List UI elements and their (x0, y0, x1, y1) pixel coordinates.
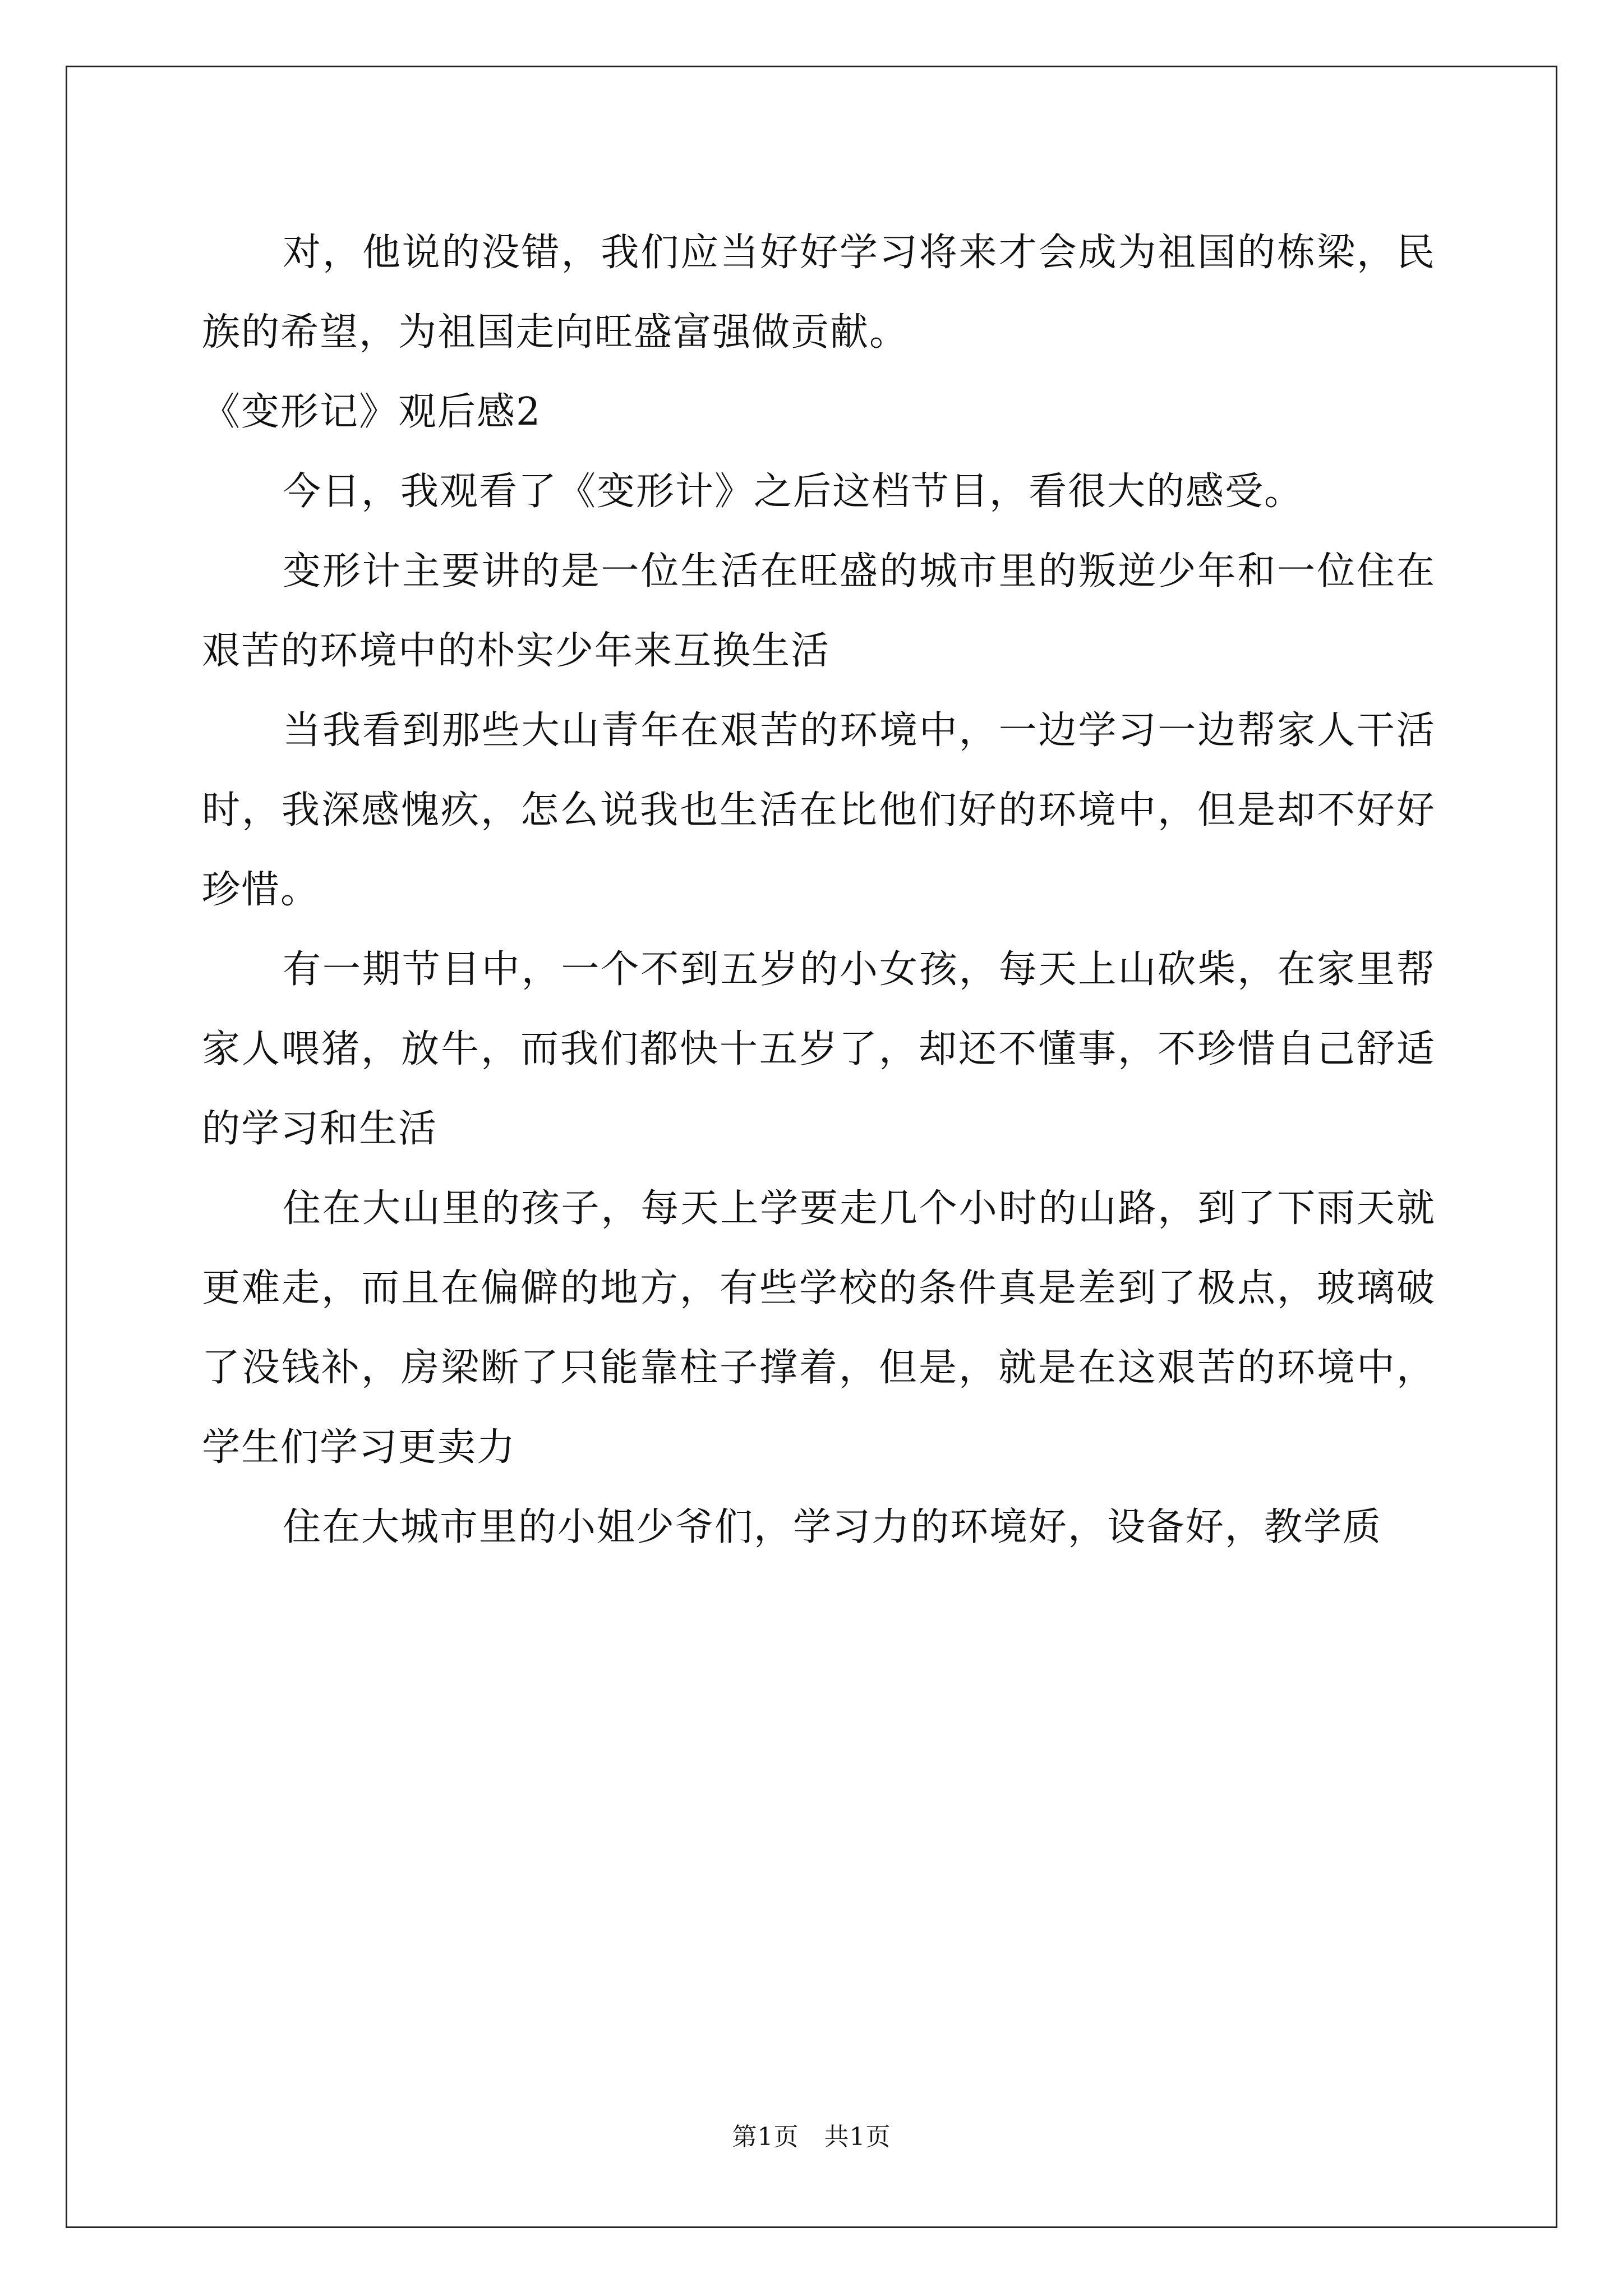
page-footer: 第1页 共1页 (732, 2123, 891, 2151)
paragraph-7: 住在大城市里的小姐少爷们，学习力的环境好，设备好，教学质 (283, 1505, 1382, 1549)
paragraph-6: 住在大山里的孩子，每天上学要走几个小时的山路，到了下雨天就更难走，而且在偏僻的地方，有些学校的条件真是差到了极点，玻璃破了没钱补，房梁断了只能靠柱子撑着，但是，就是在这艰苦的环境中，学生们学习更卖力 (202, 1186, 1436, 1470)
section-heading: 《变形记》观后感2 (202, 390, 542, 434)
paragraph-2: 今日，我观看了《变形计》之后这档节目，看很大的感受。 (283, 470, 1304, 514)
document-body (202, 213, 1436, 1567)
paragraph-5: 有一期节目中，一个不到五岁的小女孩，每天上山砍柴，在家里帮家人喂猪，放牛，而我们都快十五岁了，却还不懂事，不珍惜自己舒适的学习和生活 (202, 947, 1436, 1151)
paragraph-1: 对，他说的没错，我们应当好好学习将来才会成为祖国的栋梁，民族的希望，为祖国走向旺盛富强做贡献。 (202, 231, 1436, 355)
paragraph-4: 当我看到那些大山青年在艰苦的环境中，一边学习一边帮家人干活时，我深感愧疚，怎么说我也生活在比他们好的环境中，但是却不好好珍惜。 (202, 708, 1436, 912)
paragraph-3: 变形计主要讲的是一位生活在旺盛的城市里的叛逆少年和一位住在艰苦的环境中的朴实少年来互换生活 (202, 549, 1436, 673)
